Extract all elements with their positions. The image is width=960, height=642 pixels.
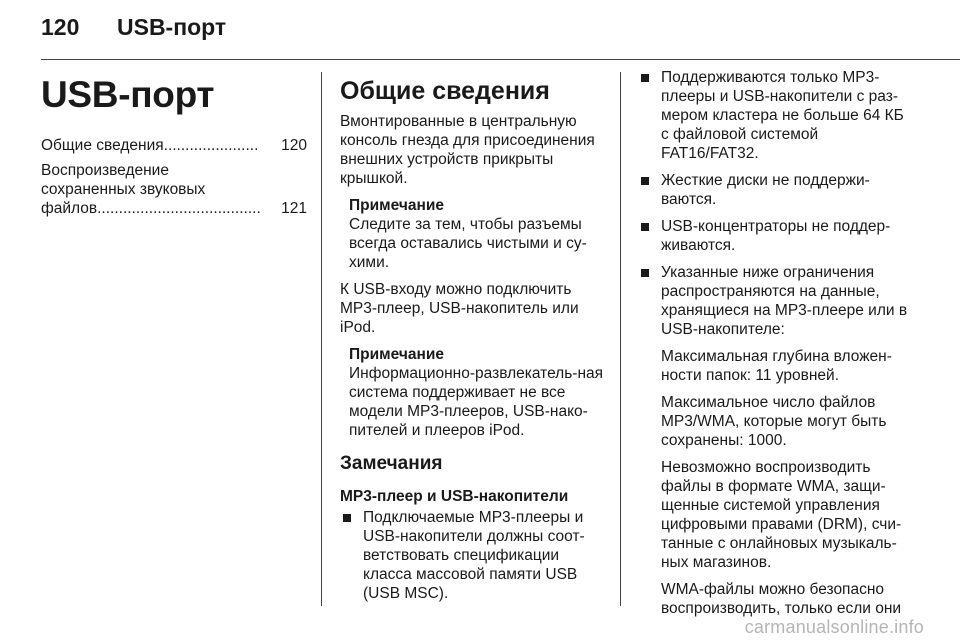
sub-paragraph: Максимальное число файлов MP3/WMA, которые могут быть сохранены: 1000. <box>661 394 887 449</box>
bullet-square-icon <box>343 514 351 522</box>
bullet-item <box>640 68 908 163</box>
note-text: Следите за тем, чтобы разъемы всегда оставались чистыми и су-хими. <box>349 216 587 271</box>
toc-entry-playback[interactable] <box>41 161 307 218</box>
bullet-text: USB-концентраторы не поддер-живаются. <box>661 218 891 254</box>
toc-leader-dots: ...................... <box>163 137 259 154</box>
bullet-text: Поддерживаются только MP3-плееры и USB-накопители с раз-мером кластера не больше 64 КБ с файловой системой FAT16/FAT32. <box>661 69 904 162</box>
right-column <box>640 68 908 626</box>
column-divider-1 <box>321 72 322 606</box>
note-box <box>340 345 606 440</box>
middle-column <box>340 62 606 611</box>
bullet-square-icon <box>641 74 649 82</box>
page-header <box>0 0 960 62</box>
toc-entry-line: сохраненных звуковых <box>41 181 206 198</box>
toc-entry-general[interactable] <box>41 136 307 155</box>
note-heading: Примечание <box>349 197 444 214</box>
toc-entry-page: 121 <box>281 200 307 217</box>
bullet-text: Указанные ниже ограничения распространяются на данные, хранящиеся на MP3-плеере или в USB-накопителе: <box>661 264 908 338</box>
chapter-title: USB-порт <box>41 74 215 115</box>
bullet-square-icon <box>641 269 649 277</box>
remarks-heading: Замечания <box>340 453 443 474</box>
bullet-item <box>640 217 908 255</box>
note-text: Информационно-развлекатель-ная система поддерживает не все модели MP3-плееров, USB-нако-пителей и плееров iPod. <box>349 365 604 439</box>
toc-entry-label: Общие сведения <box>41 137 164 154</box>
bullet-text: Подключаемые MP3-плееры и USB-накопители должны соот-ветствовать спецификации класса массовой памяти USB (USB MSC). <box>363 509 585 602</box>
sub-paragraph: WMA-файлы можно безопасно воспроизводить, только если они <box>661 581 902 617</box>
bullet-item <box>640 171 908 209</box>
usb-input-paragraph: К USB-входу можно подключить MP3-плеер, USB-накопитель или iPod. <box>340 281 579 336</box>
sidebar-column <box>41 62 307 224</box>
column-divider-2 <box>620 72 621 606</box>
toc-entry-line: Воспроизведение <box>41 162 169 179</box>
table-of-contents <box>41 136 307 218</box>
bullet-square-icon <box>641 177 649 185</box>
header-rule <box>41 59 960 60</box>
toc-leader-dots: ...................................... <box>97 200 261 217</box>
page-number: 120 <box>41 14 80 40</box>
watermark: carmanualsonline.info <box>744 617 924 637</box>
bullet-text: Жесткие диски не поддержи-ваются. <box>661 172 870 208</box>
bullet-square-icon <box>641 223 649 231</box>
bullet-item <box>640 263 908 339</box>
intro-paragraph: Вмонтированные в центральную консоль гнезда для присоединения внешних устройств прикрыты крышкой. <box>340 113 595 187</box>
sub-paragraph: Максимальная глубина вложен-ности папок: 11 уровней. <box>661 348 892 384</box>
note-heading: Примечание <box>349 346 444 363</box>
toc-entry-page: 120 <box>281 137 307 154</box>
subheading: MP3-плеер и USB-накопители <box>340 488 569 505</box>
sub-paragraph: Невозможно воспроизводить файлы в формате WMA, защи-щенные системой управления цифровыми правами (DRM), счи-танные с онлайновых музыкаль-ных магазинов. <box>661 459 902 571</box>
bullet-item <box>340 508 606 603</box>
header-title: USB-порт <box>117 14 227 40</box>
section-title: Общие сведения <box>340 77 550 105</box>
toc-entry-label: файлов <box>41 200 98 217</box>
note-box <box>340 196 606 272</box>
